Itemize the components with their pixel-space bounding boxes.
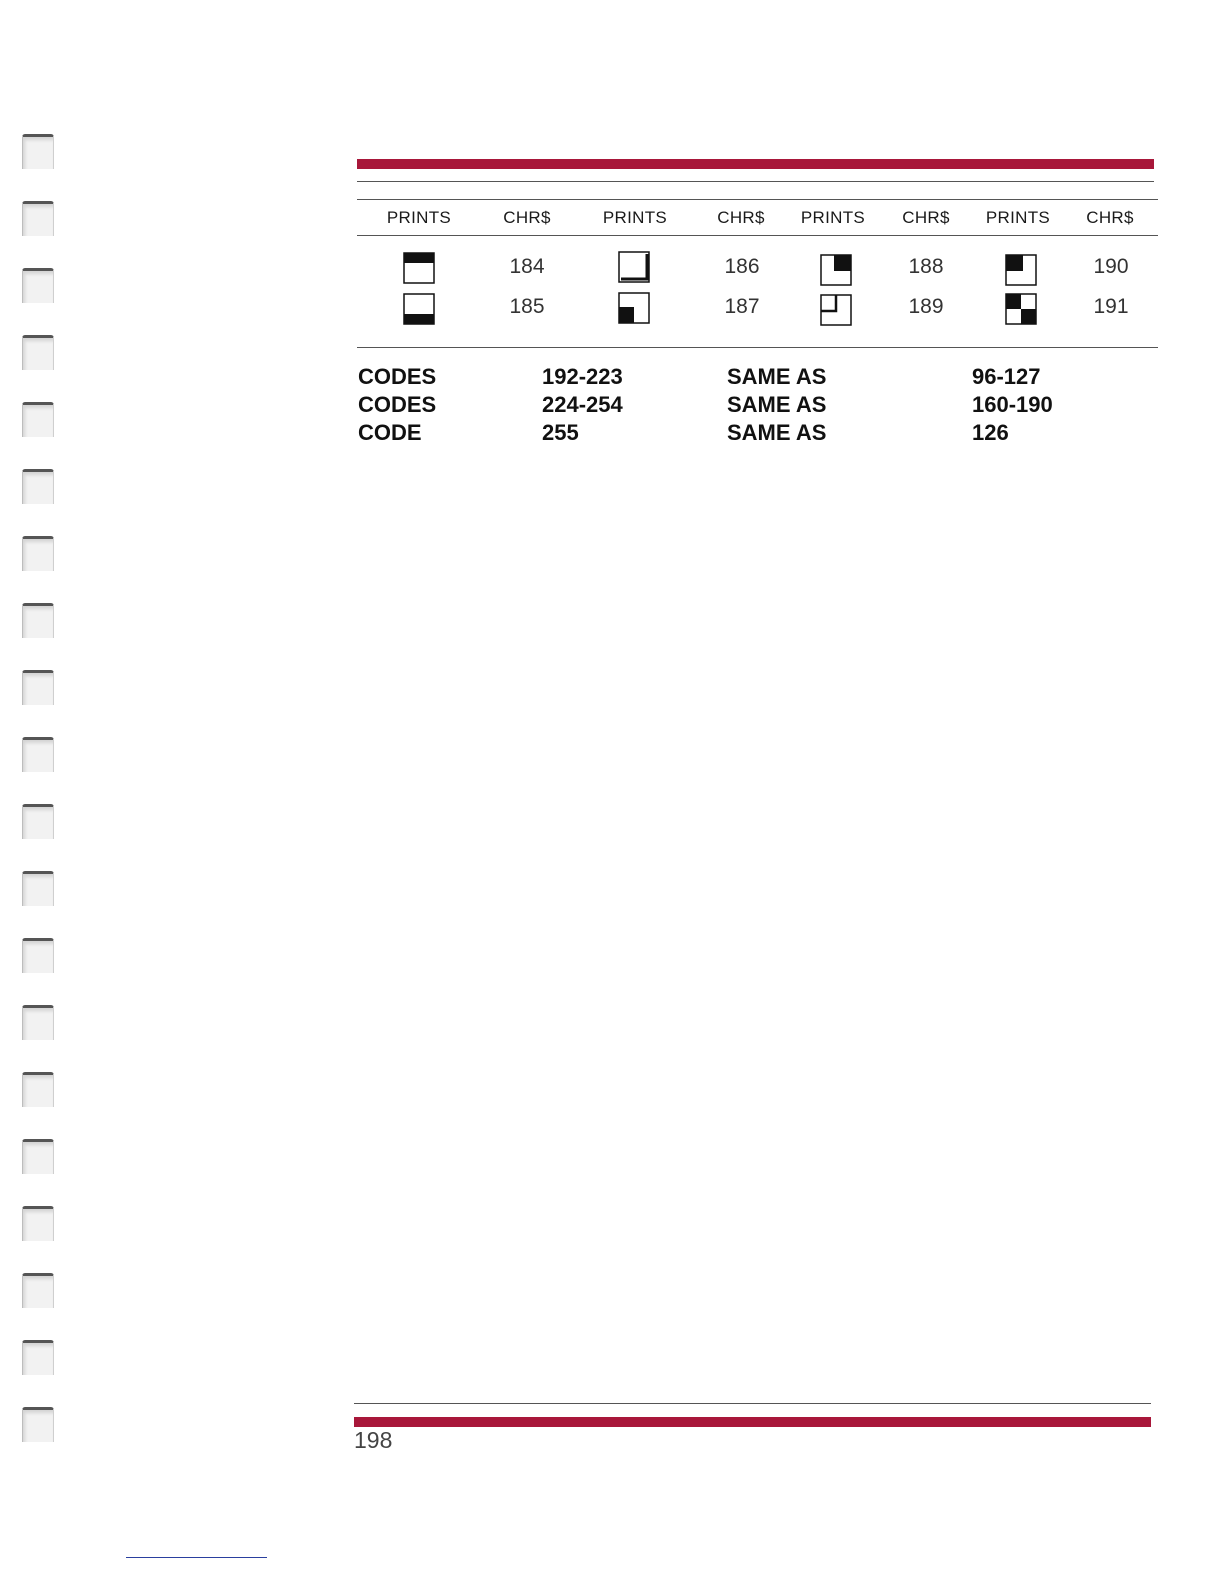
column-header: CHR$	[902, 208, 950, 227]
chr-code: 190	[1093, 255, 1129, 278]
binding-hole	[22, 737, 54, 772]
same-as-text: SAME AS	[727, 420, 827, 445]
binding-hole	[22, 1340, 54, 1375]
top-right-quarter-block-icon	[820, 254, 850, 284]
table-bottom-rule	[357, 347, 1158, 348]
table-top-rule	[357, 199, 1158, 200]
binding-hole	[22, 1139, 54, 1174]
binding-hole	[22, 201, 54, 236]
same-as-text: SAME AS	[727, 364, 827, 389]
outline-bottom-right-icon	[618, 251, 648, 281]
binding-hole	[22, 1072, 54, 1107]
column-header: PRINTS	[602, 208, 668, 227]
table-header-rule	[357, 235, 1158, 236]
binding-hole	[22, 603, 54, 638]
binding-hole	[22, 402, 54, 437]
codes-target: 160-190	[972, 392, 1053, 417]
codes-range: 192-223	[542, 364, 623, 389]
binding-hole	[22, 804, 54, 839]
codes-target: 96-127	[972, 364, 1041, 389]
footer-accent-rule	[354, 1417, 1151, 1427]
binding-hole	[22, 1407, 54, 1442]
codes-target: 126	[972, 420, 1009, 445]
chr-code: 187	[724, 295, 760, 318]
binding-hole	[22, 268, 54, 303]
chr-code: 185	[509, 295, 545, 318]
codes-range: 255	[542, 420, 579, 445]
chr-code: 189	[908, 295, 944, 318]
binding-hole	[22, 1273, 54, 1308]
column-header: CHR$	[1086, 208, 1134, 227]
chr-code: 186	[724, 255, 760, 278]
page-number: 198	[354, 1427, 393, 1453]
chr-code: 188	[908, 255, 944, 278]
binding-hole	[22, 871, 54, 906]
outline-top-left-icon	[820, 294, 850, 324]
binding-hole	[22, 134, 54, 169]
binding-hole	[22, 536, 54, 571]
top-half-block-icon	[403, 252, 433, 282]
header-thin-rule	[357, 181, 1154, 182]
codes-label: CODES	[358, 364, 437, 389]
column-header: PRINTS	[985, 208, 1051, 227]
chr-code: 191	[1093, 295, 1129, 318]
top-left-quarter-block-icon	[1005, 254, 1035, 284]
footer-thin-rule	[354, 1403, 1151, 1404]
same-as-text: SAME AS	[727, 392, 827, 417]
binding-hole	[22, 938, 54, 973]
binding-hole	[22, 670, 54, 705]
checker-quarter-block-icon	[1005, 293, 1035, 323]
column-header: CHR$	[717, 208, 765, 227]
header-accent-rule	[357, 159, 1154, 169]
column-header: PRINTS	[386, 208, 452, 227]
binding-hole	[22, 469, 54, 504]
codes-range: 224-254	[542, 392, 623, 417]
bottom-half-block-icon	[403, 293, 433, 323]
codes-label: CODE	[358, 420, 422, 445]
column-header: CHR$	[503, 208, 551, 227]
scan-artifact-line	[126, 1557, 267, 1558]
binding-hole	[22, 1206, 54, 1241]
bottom-left-quarter-block-icon	[618, 292, 648, 322]
column-header: PRINTS	[800, 208, 866, 227]
binding-hole	[22, 335, 54, 370]
binding-hole	[22, 1005, 54, 1040]
chr-code: 184	[509, 255, 545, 278]
codes-label: CODES	[358, 392, 437, 417]
